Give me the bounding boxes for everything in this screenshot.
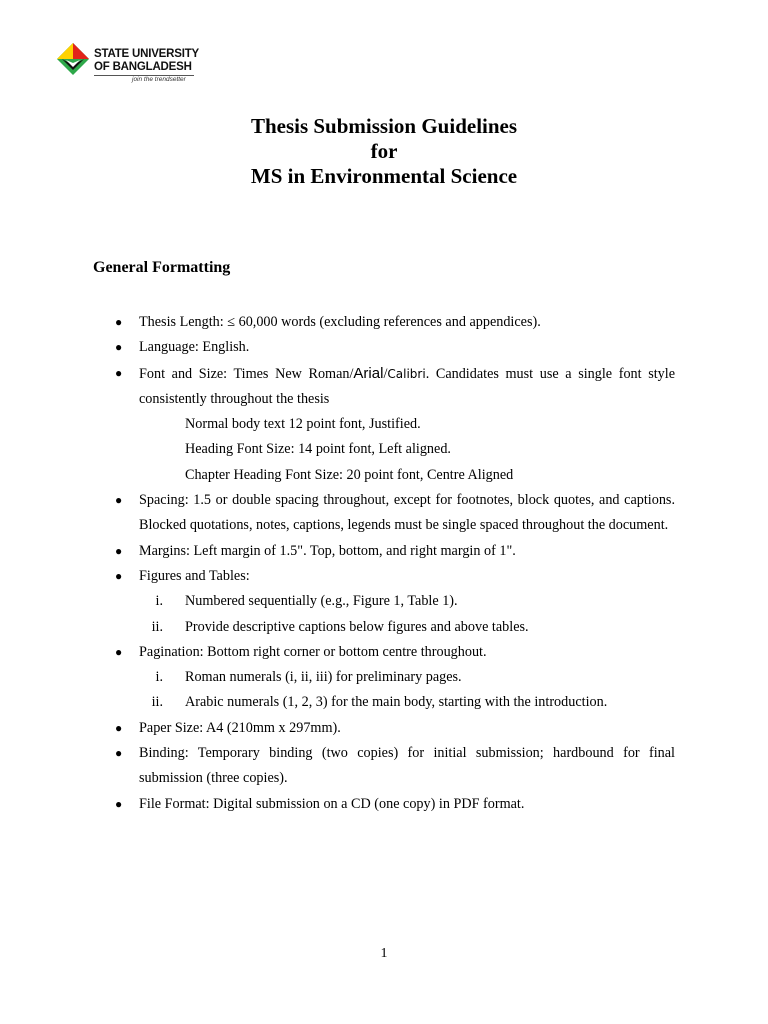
bullet-icon: ● bbox=[115, 365, 123, 380]
numbered-sub-item bbox=[139, 615, 675, 640]
list-item-paper-size bbox=[115, 716, 675, 741]
logo-name-line2: OF BANGLADESH bbox=[94, 61, 192, 73]
list-item-language bbox=[115, 335, 675, 360]
item-text: Figures and Tables: bbox=[139, 567, 250, 584]
list-item-thesis-length bbox=[115, 310, 675, 335]
list-item-pagination bbox=[115, 640, 675, 665]
document-title-line2: for bbox=[370, 139, 398, 163]
sub-item-number: i. bbox=[155, 669, 163, 686]
item-text: Margins: Left margin of 1.5". Top, bottom, and right margin of 1". bbox=[139, 542, 516, 559]
bullet-icon: ● bbox=[115, 720, 123, 735]
document-title-line1: Thesis Submission Guidelines bbox=[250, 114, 518, 138]
bullet-icon: ● bbox=[115, 340, 123, 355]
item-text-prefix: Font and Size: Times New Roman/ bbox=[139, 365, 354, 382]
numbered-sub-item bbox=[139, 589, 675, 614]
bullet-icon: ● bbox=[115, 746, 123, 761]
logo-diamond-icon bbox=[56, 42, 90, 78]
item-text: Paper Size: A4 (210mm x 297mm). bbox=[139, 719, 341, 736]
item-text: Language: English. bbox=[139, 339, 250, 356]
font-slash: / bbox=[383, 365, 388, 382]
item-text-suffix: . Candidates must use a single font style consistently throughout the thesis bbox=[139, 365, 675, 407]
logo-tagline: join the trendsetter bbox=[132, 76, 186, 83]
sub-item-number: i. bbox=[155, 593, 163, 610]
list-item-spacing bbox=[115, 488, 675, 539]
document-title-line3: MS in Environmental Science bbox=[250, 164, 518, 188]
sub-item-text: Numbered sequentially (e.g., Figure 1, Table 1). bbox=[185, 593, 458, 610]
bullet-icon: ● bbox=[115, 568, 123, 583]
sub-item-text: Roman numerals (i, ii, iii) for preliminary pages. bbox=[185, 669, 462, 686]
section-heading: General Formatting bbox=[93, 259, 231, 276]
list-item-file-format bbox=[115, 792, 675, 817]
item-text: Pagination: Bottom right corner or bottom centre throughout. bbox=[139, 643, 487, 660]
item-text: Spacing: 1.5 or double spacing throughout, except for footnotes, block quotes, and captions. Blocked quotations, notes, captions, legends must be single spaced throughout the document. bbox=[139, 492, 675, 534]
bullet-icon: ● bbox=[115, 315, 123, 329]
list-item-margins bbox=[115, 539, 675, 564]
university-logo bbox=[56, 42, 206, 88]
page-number: 1 bbox=[380, 946, 388, 961]
logo-name-line1: STATE UNIVERSITY bbox=[94, 48, 199, 60]
sub-item-number: ii. bbox=[151, 618, 163, 635]
sub-item-text: Provide descriptive captions below figures and above tables. bbox=[185, 618, 529, 635]
font-name-calibri: Calibri bbox=[387, 366, 426, 381]
item-text: Thesis Length: ≤ 60,000 words (excluding references and appendices). bbox=[139, 314, 541, 330]
list-item-font bbox=[115, 361, 675, 413]
item-text: File Format: Digital submission on a CD (one copy) in PDF format. bbox=[139, 795, 525, 812]
bullet-icon: ● bbox=[115, 543, 123, 558]
font-sub-item: Normal body text 12 point font, Justified. bbox=[185, 416, 421, 433]
bullet-icon: ● bbox=[115, 493, 123, 508]
bullet-icon: ● bbox=[115, 644, 123, 659]
list-item-figures bbox=[115, 564, 675, 589]
font-sub-item: Chapter Heading Font Size: 20 point font, Centre Aligned bbox=[185, 466, 514, 483]
list-item-binding bbox=[115, 741, 675, 792]
numbered-sub-item bbox=[139, 665, 675, 690]
font-name-arial: Arial bbox=[353, 364, 384, 382]
numbered-sub-item bbox=[139, 690, 675, 715]
item-text: Binding: Temporary binding (two copies) for initial submission; hardbound for final submission (three copies). bbox=[139, 745, 675, 787]
guidelines-list bbox=[115, 310, 675, 817]
bullet-icon: ● bbox=[115, 796, 123, 811]
sub-item-number: ii. bbox=[151, 694, 163, 711]
sub-item-text: Arabic numerals (1, 2, 3) for the main body, starting with the introduction. bbox=[185, 694, 608, 711]
font-sub-item: Heading Font Size: 14 point font, Left aligned. bbox=[185, 441, 451, 458]
